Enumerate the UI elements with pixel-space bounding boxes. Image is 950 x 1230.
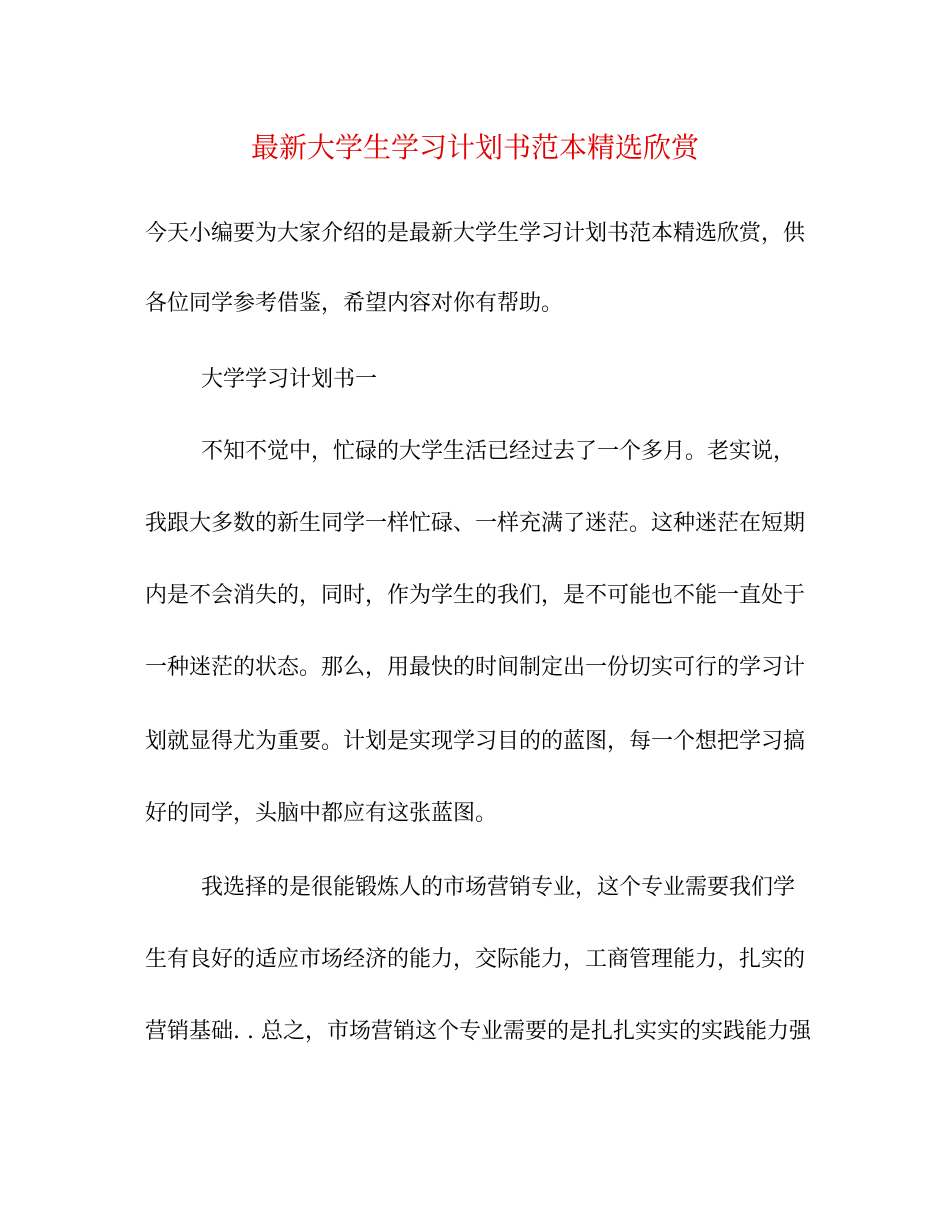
paragraph-line: 好的同学，头脑中都应有这张蓝图。	[145, 801, 498, 826]
section-heading: 大学学习计划书一	[201, 367, 378, 392]
paragraph-line: 我跟大多数的新生同学一样忙碌、一样充满了迷茫。这种迷茫在短期	[145, 511, 806, 536]
paragraph-line: 营销基础. . 总之，市场营销这个专业需要的是扎扎实实的实践能力强	[145, 1019, 811, 1044]
paragraph-line: 今天小编要为大家介绍的是最新大学生学习计划书范本精选欣赏，供	[145, 221, 806, 246]
paragraph-line: 各位同学参考借鉴，希望内容对你有帮助。	[145, 291, 564, 316]
document-title: 最新大学生学习计划书范本精选欣赏	[250, 131, 699, 164]
paragraph-line: 我选择的是很能锻炼人的市场营销专业，这个专业需要我们学	[201, 875, 796, 900]
paragraph-line: 内是不会消失的，同时，作为学生的我们，是不可能也不能一直处于	[145, 583, 806, 608]
paragraph-line: 划就显得尤为重要。计划是实现学习目的的蓝图，每一个想把学习搞	[145, 729, 806, 754]
paragraph-line: 不知不觉中，忙碌的大学生活已经过去了一个多月。老实说，	[201, 439, 796, 464]
paragraph-line: 生有良好的适应市场经济的能力，交际能力，工商管理能力，扎实的	[145, 947, 806, 972]
paragraph-line: 一种迷茫的状态。那么，用最快的时间制定出一份切实可行的学习计	[145, 655, 806, 680]
